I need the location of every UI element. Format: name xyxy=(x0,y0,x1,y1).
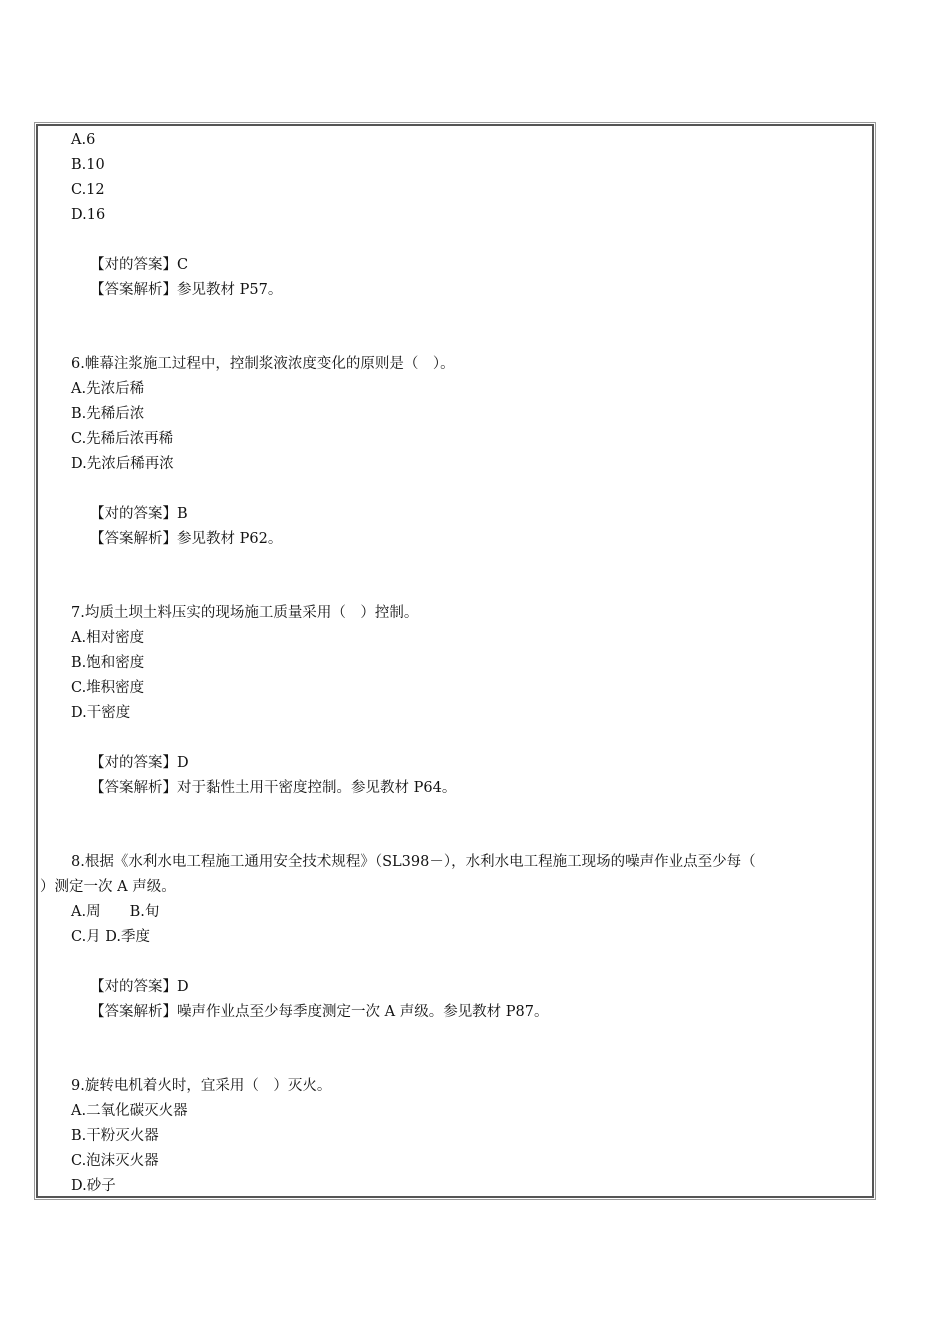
q9-option-a: A.二氧化碳灭火器 xyxy=(71,1103,188,1119)
q7-stem: 7.均质土坝土料压实的现场施工质量采用（ ）控制。 xyxy=(71,605,419,621)
q7-option-b: B.饱和密度 xyxy=(71,655,145,671)
q8-stem-line1: 8.根据《水利水电工程施工通用安全技术规程》（SL398－），水利水电工程施工现场的噪声作业点至少每（ xyxy=(71,854,756,870)
q5-answer: 【对的答案】C xyxy=(90,257,189,273)
q5-option-c: C.12 xyxy=(71,182,105,198)
q9-option-b: B.干粉灭火器 xyxy=(71,1128,159,1144)
q8-analysis: 【答案解析】噪声作业点至少每季度测定一次 A 声级。参见教材 P87。 xyxy=(90,1004,549,1020)
q6-answer: 【对的答案】B xyxy=(90,506,188,522)
q5-option-b: B.10 xyxy=(71,157,105,173)
q9-option-d: D.砂子 xyxy=(71,1178,116,1194)
q7-option-d: D.干密度 xyxy=(71,705,131,721)
q5-option-d: D.16 xyxy=(71,207,106,223)
q8-answer: 【对的答案】D xyxy=(90,979,189,995)
q6-analysis: 【答案解析】参见教材 P62。 xyxy=(90,531,283,547)
q6-option-b: B.先稀后浓 xyxy=(71,406,145,422)
q5-option-a: A.6 xyxy=(71,132,96,148)
q8-options-line2: C.月 D.季度 xyxy=(71,929,151,945)
q8-options-line1: A.周 B.旬 xyxy=(71,904,160,920)
q7-option-c: C.堆积密度 xyxy=(71,680,145,696)
q6-option-a: A.先浓后稀 xyxy=(71,381,145,397)
q7-answer: 【对的答案】D xyxy=(90,755,189,771)
q9-stem: 9.旋转电机着火时，宜采用（ ）灭火。 xyxy=(71,1078,332,1094)
q8-stem-line2: ）测定一次 A 声级。 xyxy=(40,879,176,895)
q6-stem: 6.帷幕注浆施工过程中，控制浆液浓度变化的原则是（ ）。 xyxy=(71,356,455,372)
q6-option-d: D.先浓后稀再浓 xyxy=(71,456,174,472)
q9-option-c: C.泡沫灭火器 xyxy=(71,1153,159,1169)
q7-option-a: A.相对密度 xyxy=(71,630,145,646)
q5-analysis: 【答案解析】参见教材 P57。 xyxy=(90,282,283,298)
q7-analysis: 【答案解析】对于黏性土用干密度控制。参见教材 P64。 xyxy=(90,780,457,796)
q6-option-c: C.先稀后浓再稀 xyxy=(71,431,174,447)
